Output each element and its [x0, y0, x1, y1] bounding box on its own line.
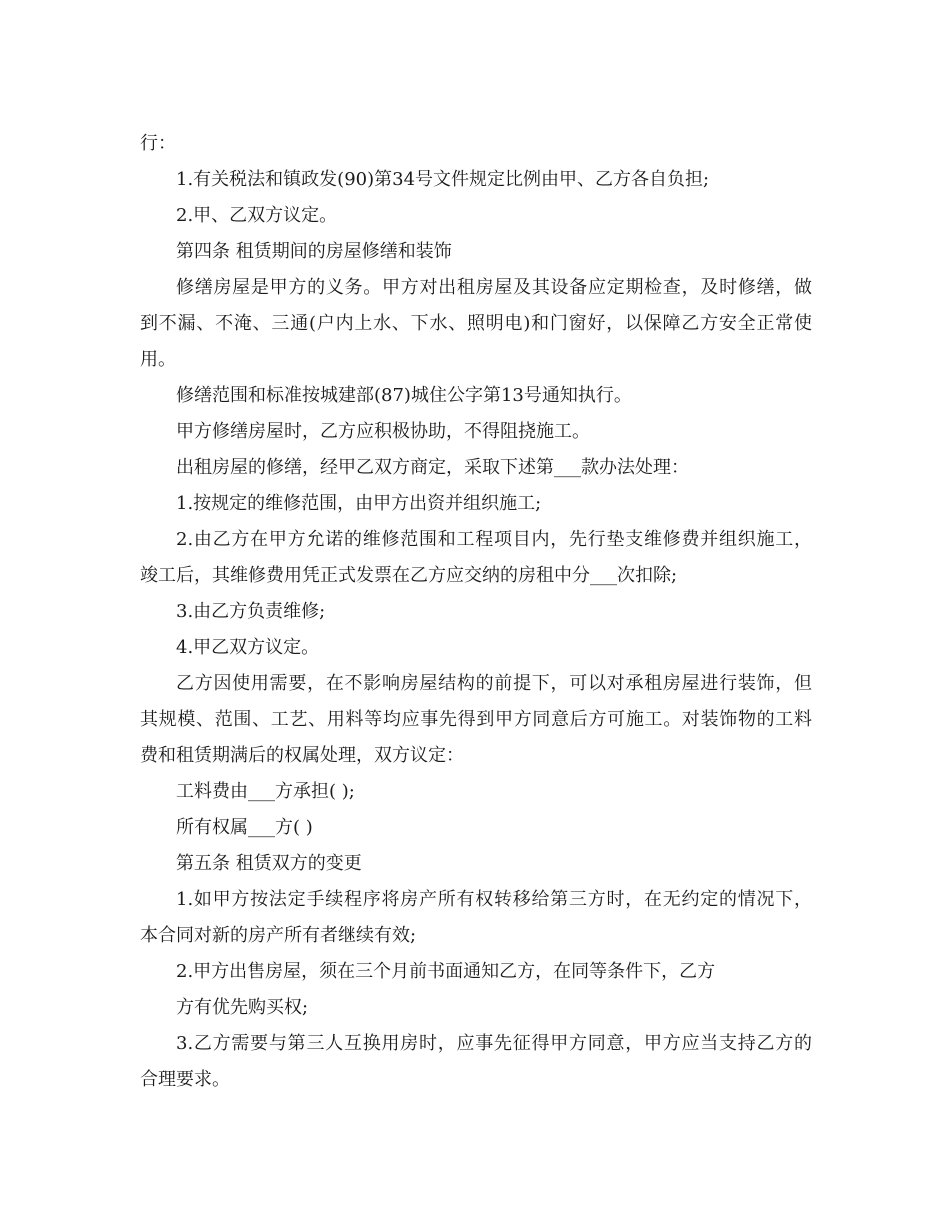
text-line: 3.乙方需要与第三人互换用房时，应事先征得甲方同意，甲方应当支持乙方的 — [176, 1033, 812, 1054]
text-line: 3.由乙方负责维修; — [176, 601, 326, 622]
text-line: 2.甲、乙双方议定。 — [176, 205, 338, 226]
text-line: 修缮房屋是甲方的义务。甲方对出租房屋及其设备应定期检查，及时修缮，做 — [176, 277, 812, 298]
text-line: 方有优先购买权; — [176, 997, 309, 1018]
text-line: 合理要求。 — [140, 1069, 230, 1090]
text-line: 本合同对新的房产所有者继续有效; — [140, 925, 417, 946]
text-line: 到不漏、不淹、三通(户内上水、下水、照明电)和门窗好，以保障乙方安全正常使 — [140, 313, 812, 334]
text-line: 4.甲乙双方议定。 — [176, 637, 320, 658]
text-line: 1.有关税法和镇政发(90)第34号文件规定比例由甲、乙方各自负担; — [176, 169, 710, 190]
text-line: 其规模、范围、工艺、用料等均应事先得到甲方同意后方可施工。对装饰物的工料 — [140, 709, 812, 730]
text-line: 修缮范围和标准按城建部(87)城住公字第13号通知执行。 — [176, 385, 632, 406]
text-line: 工料费由___方承担( ); — [176, 781, 355, 802]
text-line: 1.如甲方按法定手续程序将房产所有权转移给第三方时，在无约定的情况下， — [176, 889, 812, 910]
section-heading: 第五条 租赁双方的变更 — [176, 853, 362, 874]
text-line: 甲方修缮房屋时，乙方应积极协助，不得阻挠施工。 — [176, 421, 590, 442]
text-line: 出租房屋的修缮，经甲乙双方商定，采取下述第___款办法处理： — [176, 457, 689, 478]
section-heading: 第四条 租赁期间的房屋修缮和装饰 — [176, 241, 452, 262]
text-line: 2.甲方出售房屋，须在三个月前书面通知乙方，在同等条件下，乙方 — [176, 961, 716, 982]
text-line: 1.按规定的维修范围，由甲方出资并组织施工; — [176, 493, 542, 514]
text-line: 费和租赁期满后的权属处理，双方议定： — [140, 745, 464, 766]
text-line: 用。 — [140, 349, 176, 370]
text-line: 竣工后，其维修费用凭正式发票在乙方应交纳的房租中分___次扣除; — [140, 565, 678, 586]
text-line: 乙方因使用需要，在不影响房屋结构的前提下，可以对承租房屋进行装饰，但 — [176, 673, 812, 694]
text-line: 所有权属___方( ) — [176, 817, 313, 838]
text-line: 2.由乙方在甲方允诺的维修范围和工程项目内，先行垫支维修费并组织施工， — [176, 529, 812, 550]
text-line: 行： — [140, 133, 176, 154]
